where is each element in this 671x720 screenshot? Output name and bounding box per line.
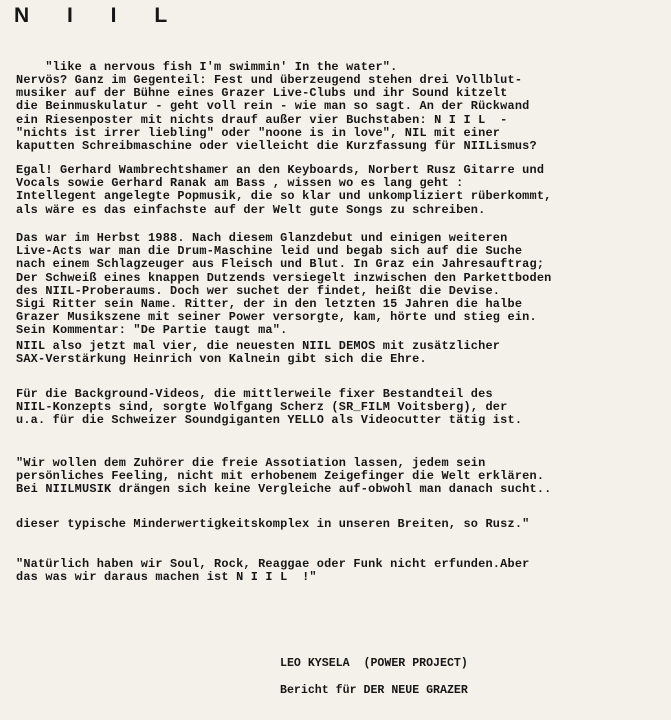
text-line: persönliches Feeling, nicht mit erhobenem Zeigefinger die Welt erklären. (16, 469, 545, 484)
text-line: Live-Acts war man die Drum-Maschine leid und begab sich auf die Suche (16, 244, 523, 259)
author-signature: LEO KYSELA (POWER PROJECT) (280, 657, 468, 670)
text-line: Egal! Gerhard Wambrechtshamer an den Keyboards, Norbert Rusz Gitarre und (16, 163, 545, 177)
text-line: Nervös? Ganz im Gegenteil: Fest und überzeugend stehen drei Vollblut- (16, 73, 523, 87)
text-line: die Beinmuskulatur - geht voll rein - wie man so sagt. An der Rückwand (16, 99, 530, 114)
paragraph-nervoes (16, 74, 664, 153)
text-line: SAX-Verstärkung Heinrich von Kalnein gibt sich die Ehre. (16, 352, 427, 367)
text-line: Für die Background-Videos, die mittlerweile fixer Bestandteil des (16, 387, 493, 401)
paragraph-quote-closing (16, 558, 664, 584)
document-title: N I I L (14, 4, 184, 27)
text-line: nach einem Schlagzeuger aus Fleisch und Blut. In Graz ein Jahresauftrag; (16, 257, 545, 272)
text-line: Vocals sowie Gerhard Ranak am Bass , wissen wo es lang geht : (16, 176, 464, 191)
text-line: "Natürlich haben wir Soul, Rock, Reaggae oder Funk nicht erfunden.Aber (16, 557, 530, 571)
text-line: "like a nervous fish I'm swimmin' In the water". (45, 60, 398, 75)
text-line: des NIIL-Proberaums. Doch wer suchet der findet, heißt die Devise. (16, 283, 501, 298)
text-line: "Wir wollen dem Zuhörer die freie Assotiation lassen, jedem sein (16, 456, 486, 470)
paragraph-band-members (16, 164, 664, 217)
text-line: u.a. für die Schweizer Soundgiganten YELLO als Videocutter tätig ist. (16, 413, 523, 428)
text-line: Grazer Musikszene mit seiner Power versorgte, kam, hörte und stieg ein. (16, 310, 537, 325)
text-line: NIIL-Konzepts sind, sorgte Wolfgang Scherz (SR_FILM Voitsberg), der (16, 400, 508, 415)
paragraph-videos (16, 388, 664, 428)
text-line: Sein Kommentar: "De Partie taugt ma". (16, 323, 288, 338)
text-line: Sigi Ritter sein Name. Ritter, der in den letzten 15 Jahren die halbe (16, 297, 523, 312)
text-line: das was wir daraus machen ist N I I L !" (16, 570, 317, 585)
paragraph-demos (16, 340, 664, 366)
paragraph-quote-band (16, 457, 664, 497)
text-line: NIIL also jetzt mal vier, die neuesten NIIL DEMOS mit zusätzlicher (16, 339, 501, 353)
paragraph-quote-rusz (16, 518, 664, 531)
paragraph-history (16, 232, 664, 338)
text-line: musiker auf der Bühne eines Grazer Live-Clubs und ihr Sound kitzelt (16, 86, 508, 101)
text-line: dieser typische Minderwertigkeitskomplex in unseren Breiten, so Rusz." (16, 517, 530, 531)
text-line: Bei NIILMUSIK drängen sich keine Vergleiche auf-obwohl man danach sucht.. (16, 482, 552, 497)
text-line: als wäre es das einfachste auf der Welt gute Songs zu schreiben. (16, 202, 486, 217)
text-line: kaputten Schreibmaschine oder vielleicht die Kurzfassung für NIILismus? (16, 139, 537, 154)
text-line: Der Schweiß eines knappen Dutzends versiegelt inzwischen den Parkettboden (16, 270, 552, 285)
text-line: "nichts ist irrer liebling" oder "noone is in love", NIL mit einer (16, 125, 501, 140)
publication-credit: Bericht für DER NEUE GRAZER (280, 684, 468, 697)
text-line: Das war im Herbst 1988. Nach diesem Glanzdebut und einigen weiteren (16, 231, 508, 245)
text-line: ein Riesenposter mit nichts drauf außer vier Buchstaben: N I I L - (16, 112, 508, 127)
text-line: Intellegent angelegte Popmusik, die so klar und unkompliziert rüberkommt, (16, 189, 552, 204)
